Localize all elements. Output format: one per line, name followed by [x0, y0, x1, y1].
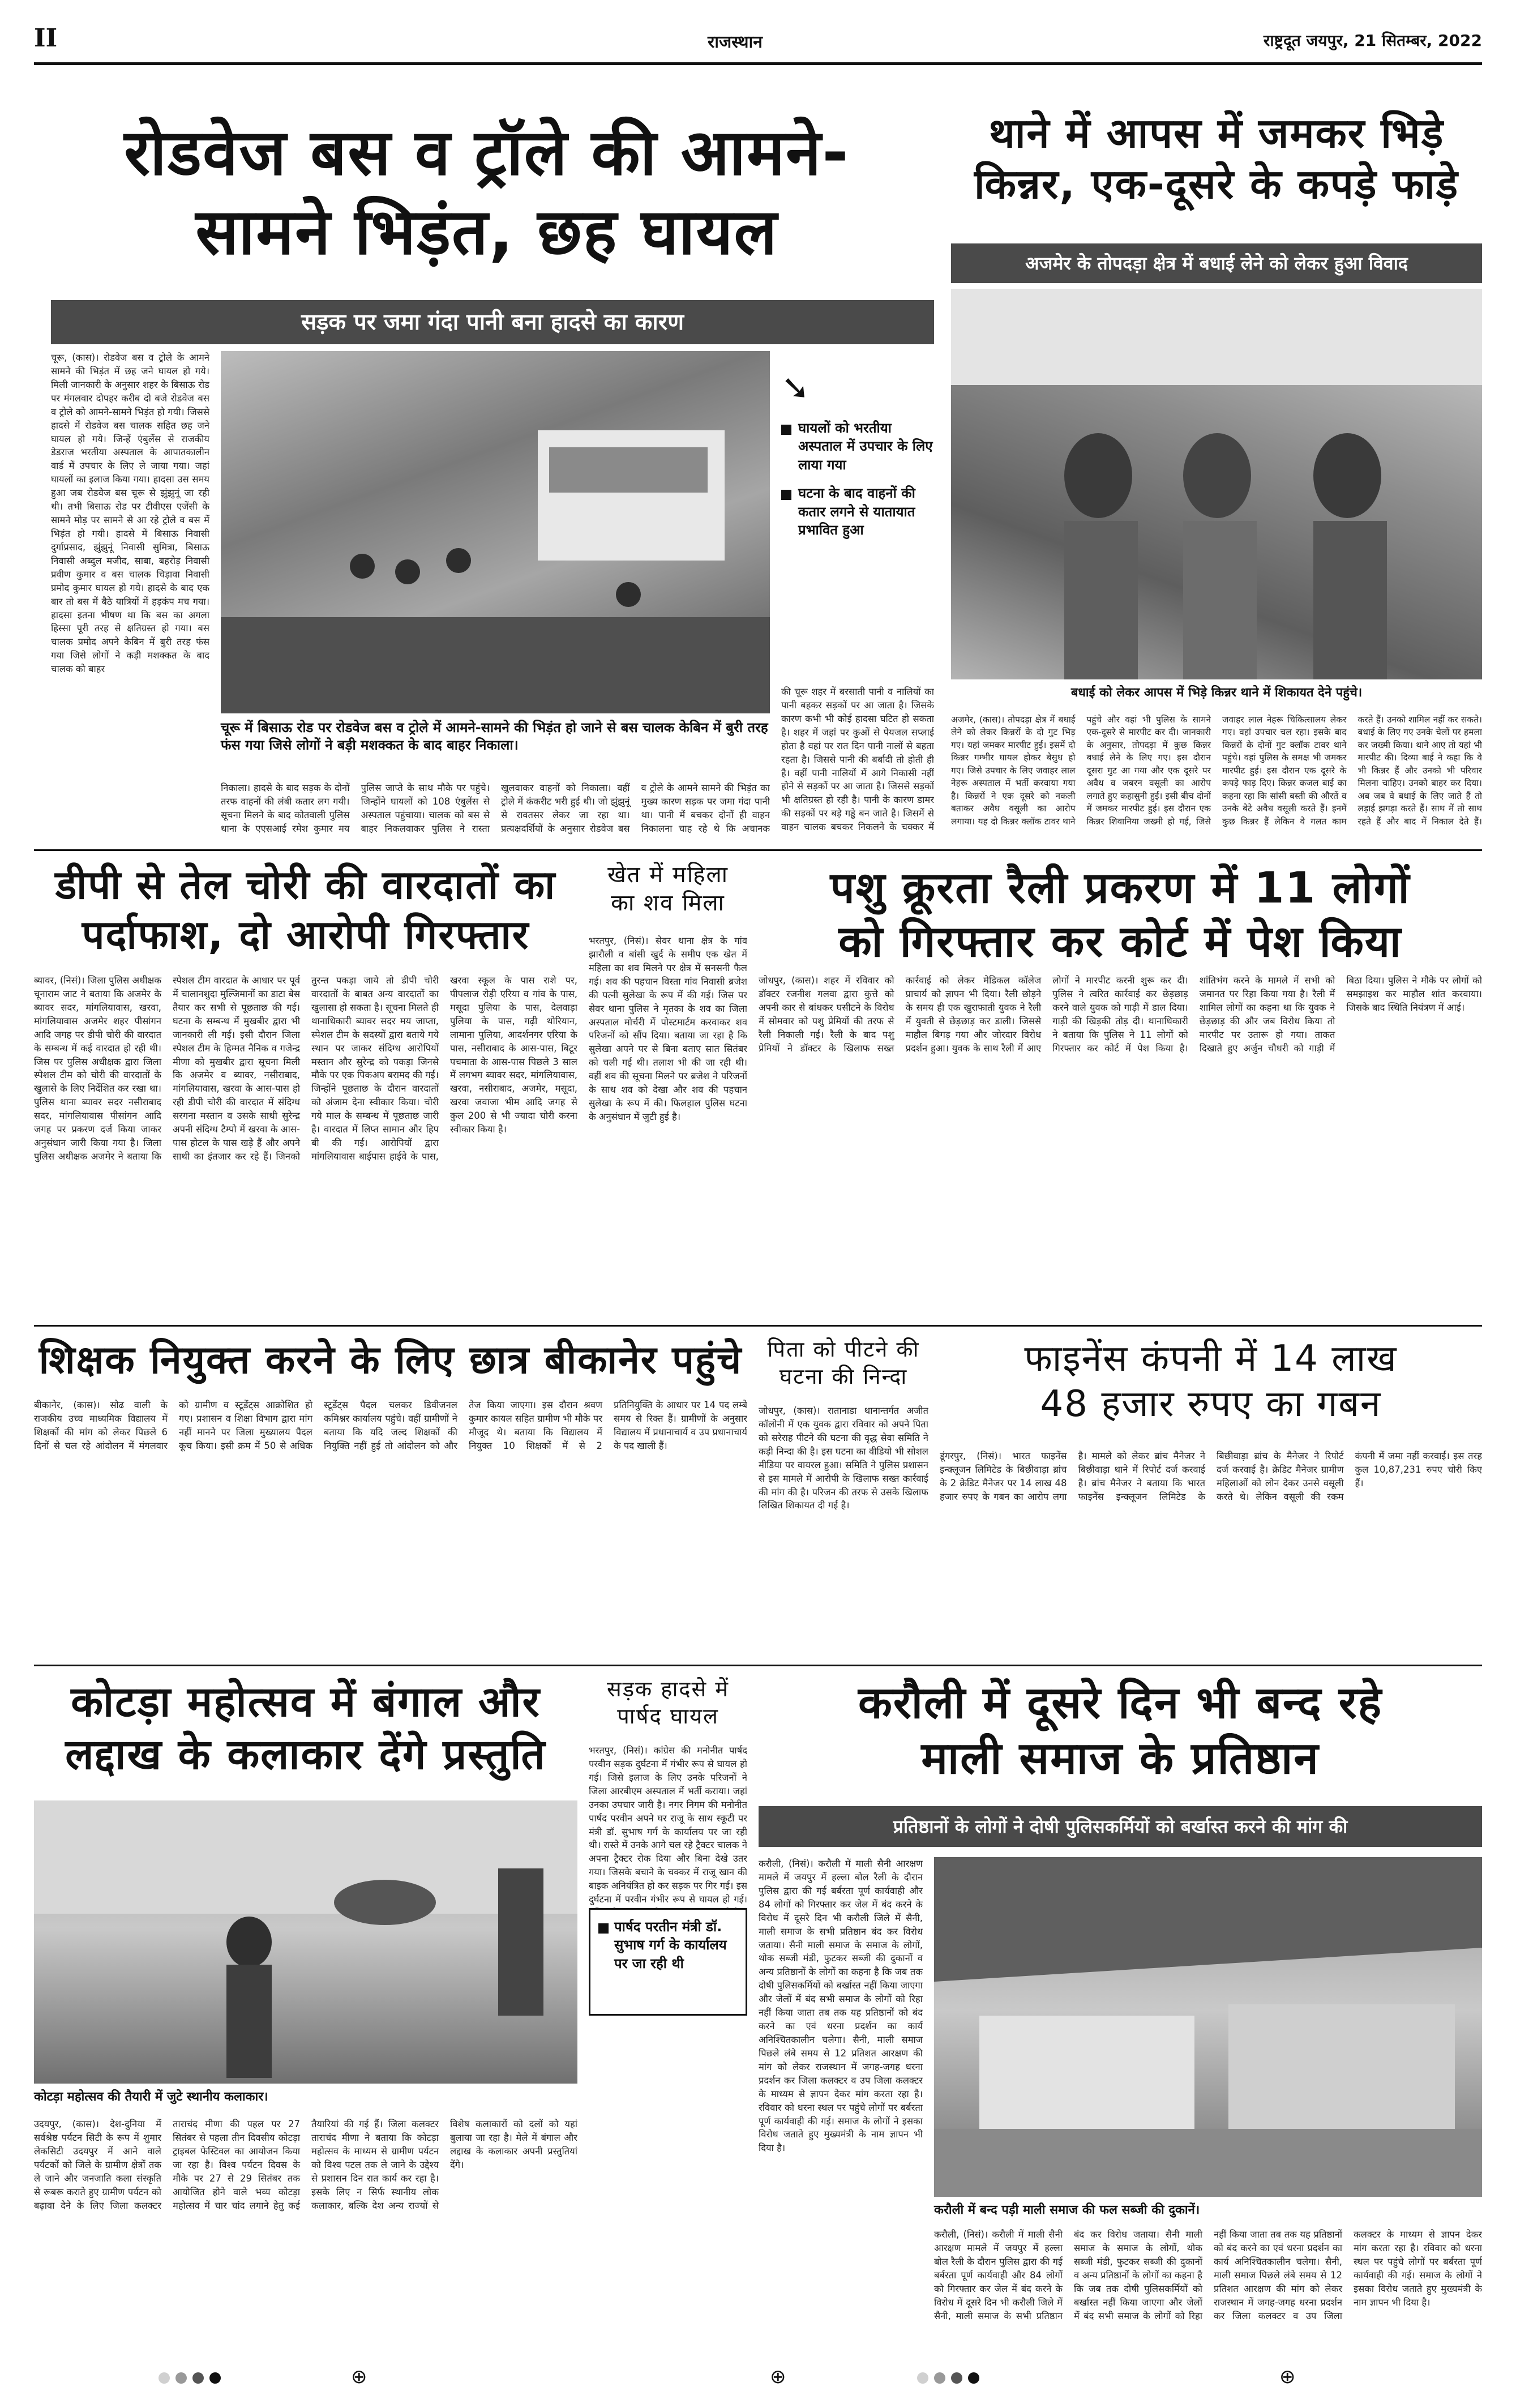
color-dot [192, 2372, 204, 2384]
article-kinnar-fight [951, 102, 1482, 838]
article-text: करौली, (निसं)। करौली में माली सैनी आरक्षण मामले में जयपुर में हल्ला बोल रैली के दौरान पुलिस द्वारा की गई बर्बरता पूर्ण कार्यवाही और 84 लोगों को गिरफ्तार कर जेल में बंद करने के विरोध में दूसरे दिन भी करौली जिले में सैनी, माली समाज के सभी प्रतिष्ठान बंद कर विरोध जताया। सैनी माली समाज के समाज के लोगों, थोक सब्जी मंडी, फुटकर सब्जी की दुकानों व अन्य प्रतिष्ठानों के लोगों का कहना है कि जब तक दोषी पुलिसकर्मियों को बर्खास्त नहीं किया जाएगा और जेलों में बंद सभी समाज के लोगों को रिहा नहीं किया जाता तब तक यह प्रतिष्ठानों को बंद करने का एवं धरना प्रदर्शन का कार्य अनिश्चितकालीन चलेगा। सैनी, माली समाज पिछले लंबे समय से 12 प्रतिशत आरक्षण की मांग को लेकर राजस्थान में जगह-जगह धरना प्रदर्शन कर जिला कलक्टर व उप जिला कलक्टर के माध्यम से ज्ञापन देकर मांग करता रहा है। रविवार को धरना स्थल पर पहुंचे लोगों पर बर्बरता पूर्ण कार्यवाही की गई। समाज के लोगों ने इसका विरोध जताते हुए मुख्यमंत्री के नाम ज्ञापन भी दिया है। [934, 2229, 1482, 2321]
article-finance-fraud [940, 1336, 1482, 1653]
page-footer [34, 2361, 1482, 2395]
page-header [34, 11, 1482, 74]
bullet-square-icon [598, 1923, 609, 1934]
section-divider [34, 849, 1482, 851]
article-text: बीकानेर, (कास)। सोढ वाली के राजकीय उच्च माध्यमिक विद्यालय में शिक्षकों की मांग को लेकर पिछले 6 दिनों से चल रहे आंदोलन में मंगलवार को ग्रामीण व स्टूडेंट्स आक्रोशित हो गए। प्रशासन व शिक्षा विभाग द्वारा मांग नहीं मानने पर जिला मुख्यालय पैदल कूच किया। इसी क्रम में 50 से अधिक स्टूडेंट्स पैदल चलकर डिवीजनल कमिश्नर कार्यालय पहुंचे। वहीं ग्रामीणों ने बताया कि यदि जल्द शिक्षकों की नियुक्ति नहीं हुई तो आंदोलन को और तेज किया जाएगा। इस दौरान श्रवण कुमार कायल सहित ग्रामीण भी मौके पर मौजूद थे। बताया कि विद्यालय में नियुक्त 10 शिक्षकों में से 2 प्रतिनियुक्ति के आधार पर 14 पद लम्बे समय से रिक्त हैं। ग्रामीणों के अनुसार विद्यालय में प्रधानाचार्य व उप प्रधानाचार्य के पद खाली हैं। [34, 1400, 747, 1451]
article-text: करौली, (निसं)। करौली में माली सैनी आरक्षण मामले में जयपुर में हल्ला बोल रैली के दौरान पुलिस द्वारा की गई बर्बरता पूर्ण कार्यवाही और 84 लोगों को गिरफ्तार कर जेल में बंद करने के विरोध में दूसरे दिन भी करौली जिले में सैनी, माली समाज के सभी प्रतिष्ठान बंद कर विरोध जताया। सैनी माली समाज के समाज के लोगों, थोक सब्जी मंडी, फुटकर सब्जी की दुकानों व अन्य प्रतिष्ठानों के लोगों का कहना है कि जब तक दोषी पुलिसकर्मियों को बर्खास्त नहीं किया जाएगा और जेलों में बंद सभी समाज के लोगों को रिहा नहीं किया जाता तब तक यह प्रतिष्ठानों को बंद करने का एवं धरना प्रदर्शन का कार्य अनिश्चितकालीन चलेगा। सैनी, माली समाज पिछले लंबे समय से 12 प्रतिशत आरक्षण की मांग को लेकर राजस्थान में जगह-जगह धरना प्रदर्शन कर जिला कलक्टर व उप जिला कलक्टर के माध्यम से ज्ञापन देकर मांग करता रहा है। रविवार को धरना स्थल पर पहुंचे लोगों पर बर्बरता पूर्ण कार्यवाही की गई। समाज के लोगों ने इसका विरोध जताते हुए मुख्यमंत्री के नाम ज्ञापन भी दिया है। [759, 1858, 923, 2154]
photo-caption: बधाई को लेकर आपस में भिड़े किन्नर थाने में शिकायत देने पहुंचे। [1070, 686, 1363, 700]
pull-quote: पार्षद परतीन मंत्री डॉ. सुभाष गर्ग के कार्यालय पर जा रही थी [614, 1919, 727, 1971]
crowd-illustration [951, 289, 1482, 679]
photo-caption: करौली में बन्द पड़ी माली समाज की फल सब्जी की दुकानें। [934, 2203, 1200, 2217]
headline: शिक्षक नियुक्त करने के लिए छात्र बीकानेर पहुंचे [38, 1338, 743, 1383]
crop-mark-icon: ⊕ [351, 2366, 367, 2388]
header-rule [34, 62, 1482, 65]
section-name: राजस्थान [708, 32, 763, 52]
article-councillor-injured [589, 1676, 747, 2344]
color-dot [934, 2372, 945, 2384]
color-dot [968, 2372, 979, 2384]
section-divider [34, 1325, 1482, 1327]
color-dot [917, 2372, 928, 2384]
closed-shops-photo [934, 1857, 1482, 2197]
article-karauli-shops [759, 1676, 1482, 2344]
photo-caption: कोटड़ा महोत्सव की तैयारी में जुटे स्थानीय कलाकार। [34, 2090, 268, 2104]
article-bus-accident [34, 102, 940, 838]
headline: थाने में आपस में जमकर भिड़े किन्नर, एक-दूसरे के कपड़े फाड़े [974, 109, 1459, 208]
color-dot [159, 2372, 170, 2384]
photo-caption: चूरू में बिसाऊ रोड पर रोडवेज बस व ट्रोले में आमने-सामने की भिड़ंत हो जाने से बस चालक केबिन में बुरी तरह फंस गया जिसे लोगों ने बड़ी मशक्कत के बाद बाहर निकाला। [221, 720, 768, 754]
article-text: डूंगरपुर, (निसं)। भारत फाइनेंस इन्क्लूजन लिमिटेड के बिछीवाड़ा ब्रांच के 2 क्रेडिट मैनेजर पर 14 लाख 48 हजार रुपए के गबन का आरोप लगा है। मामले को लेकर ब्रांच मैनेजर ने बिछीवाड़ा थाने में रिपोर्ट दर्ज करवाई है। ब्रांच मैनेजर ने बताया कि भारत फाइनेंस इन्क्लूजन लिमिटेड के बिछीवाड़ा ब्रांच के मैनेजर ने रिपोर्ट दर्ज करवाई है। क्रेडिट मैनेजर ग्रामीण महिलाओं को लोन देकर उनसे वसूली करते थे। लेकिन वसूली की रकम कंपनी में जमा नहीं करवाई। इस तरह कुल 10,87,231 रुपए चोरी किए हैं। [940, 1451, 1482, 1502]
crop-mark-icon: ⊕ [1279, 2366, 1296, 2388]
section-divider [34, 1665, 1482, 1666]
pull-quote-box [589, 1908, 747, 2016]
subheadline-band: सड़क पर जमा गंदा पानी बना हादसे का कारण [51, 300, 934, 344]
festival-photo [34, 1800, 577, 2084]
headline: करौली में दूसरे दिन भी बन्द रहे माली समाज के प्रतिष्ठान [858, 1678, 1383, 1784]
color-dot [209, 2372, 221, 2384]
arrow-icon: ➘ [781, 368, 810, 408]
article-text: की चूरू शहर में बरसाती पानी व नालियों का पानी बहकर सड़कों पर आ जाता है। जिसके कारण कभी भी कोई हादसा घटित हो सकता है। शहर में जहां पर कुओं से पेयजल सप्लाई होता है वहां पर रात दिन पानी नालों से बहता रहता है। जिससे पानी की बर्बादी तो होती ही है। वहीं पानी नालियों में आगे निकासी नहीं होने से सड़कों पर आ जाता है। जिससे सड़कों भी क्षतिग्रस्त हो रही है। पानी के कारण डामर की सड़कों पर बड़े गड्ढे बन जाते है। जिसमें से वाहन चालक बचकर निकलने के चक्कर में [781, 686, 934, 832]
headline: खेत में महिला का शव मिला [607, 862, 729, 916]
article-father-beating [759, 1336, 928, 1653]
bullet-item: घायलों को भरतीया अस्पताल में उपचार के लिए लाया गया [781, 419, 934, 474]
bullet-square-icon [781, 425, 791, 435]
crop-mark-icon: ⊕ [770, 2366, 786, 2388]
registration-dots [917, 2372, 985, 2386]
accident-photo [221, 351, 770, 713]
article-text: निकाला। हादसे के बाद सड़क के दोनों तरफ वाहनों की लंबी कतार लग गयी। सूचना मिलने के बाद कोतवाली पुलिस थाना के एएसआई रमेश कुमार मय पुलिस जाप्ते के साथ मौके पर पहुंचे। जिन्होंने घायलों को 108 एंबुलेंस से अस्पताल पहुंचाया। चालक को बस से बाहर निकलवाकर पुलिस ने रास्ता खुलवाकर वाहनों को निकाला। वहीं ट्रोले में कंकरीट भरी हुई थी। जो झुंझुनूं से रावतसर लेकर जा रहा था। प्रत्यक्षदर्शियों के अनुसार रोडवेज बस व ट्रोले के आमने सामने की भिड़ंत का मुख्य कारण सड़क पर जमा गंदा पानी था। पानी में बचकर दोनों ही वाहन निकालना चाह रहे थे कि अचानक [221, 782, 770, 834]
article-text: चूरू, (कास)। रोडवेज बस व ट्रोले के आमने सामने की भिड़ंत में छह जने घायल हो गये। मिली जानकारी के अनुसार शहर के बिसाऊ रोड पर मंगलवार दोपहर करीब दो बजे रोडवेज बस व ट्रोले को आमने-सामने भिड़ंत हो गयी। जिससे हादसे में रोडवेज बस चालक सहित छह जने घायल हो गये। जिन्हें एंबुलेंस से राजकीय डेडराज भरतीया अस्पताल के आपातकालीन वार्ड में उपचार के लिए ले जाया गया। जहां घायलों का इलाज किया गया। हादसा उस समय हुआ जब रोडवेज बस चूरू से झुंझुनूं जा रही थी। तभी बिसाऊ रोड पर टीवीएस एजेंसी के सामने मोड़ पर सामने से आ रहे ट्रोले व बस में भिड़ंत हो गयी। हादसे में बिसाऊ निवासी दुर्गाप्रसाद, झुंझुनूं निवासी सुमित्रा, बिसाऊ निवासी अब्दुल मजीद, साबा, बहरोड़ निवासी प्रवीण कुमार व बस चालक चिड़ावा निवासी प्रमोद कुमार घायल हो गये। हादसे के बाद एक बार तो बस में बैठे यात्रियों में हड़कंप मच गया। हादसा इतना भीषण था कि बस का अगला हिस्सा पूरी तरह से क्षतिग्रस्त हो गया। बस चालक प्रमोद अपने केबिन में बुरी तरह फंस गया जिसे लोगों ने कड़ी मशक्कत के बाद चालक को बाहर [51, 352, 209, 675]
article-woman-body [589, 861, 747, 1314]
headline: डीपी से तेल चोरी की वारदातों का पर्दाफाश, दो आरोपी गिरफ्तार [55, 862, 556, 958]
article-dp-oil-theft [34, 861, 577, 1314]
kinnar-photo [951, 289, 1482, 679]
bus-scene-illustration [221, 351, 770, 713]
headline: पिता को पीटने की घटना की निन्दा [767, 1337, 920, 1389]
market-illustration [934, 1857, 1482, 2197]
article-animal-cruelty [759, 861, 1482, 1314]
article-kotda-festival [34, 1676, 577, 2344]
dancers-illustration [34, 1800, 577, 2084]
article-text: उदयपुर, (कास)। देश-दुनिया में सर्वश्रेष्ठ पर्यटन सिटी के रूप में शुमार लेकसिटी उदयपुर में आने वाले पर्यटकों को जिले के ग्रामीण क्षेत्रों तक ले जाने और जनजाति कला संस्कृति से रूबरू कराते हुए ग्रामीण पर्यटन को बढ़ावा देने के लिए जिला कलक्टर ताराचंद मीणा की पहल पर 27 सितंबर से पहला तीन दिवसीय कोटड़ा ट्राइबल फेस्टिवल का आयोजन किया जा रहा है। विश्व पर्यटन दिवस के मौके पर 27 से 29 सितंबर तक आयोजित होने वाले भव्य कोटड़ा महोत्सव में चार चांद लगाने हेतु कई तैयारियां की गई हैं। जिला कलक्टर ताराचंद मीणा ने बताया कि कोटड़ा महोत्सव के माध्यम से ग्रामीण पर्यटन को विश्व पटल तक ले जाने के उद्देश्य से प्रशासन दिन रात कार्य कर रहा है। इसके लिए न सिर्फ स्थानीय लोक कलाकार, बल्कि देश अन्य राज्यों से विशेष कलाकारों को दलों को यहां बुलाया जा रहा है। मेले में बंगाल और लद्दाख के कलाकार अपनी प्रस्तुतियां देंगे। [34, 2119, 577, 2211]
headline: सड़क हादसे में पार्षद घायल [607, 1676, 729, 1729]
headline: कोटड़ा महोत्सव में बंगाल और लद्दाख के कलाकार देंगे प्रस्तुति [65, 1678, 546, 1779]
article-text: जोधपुर, (कास)। शहर में रविवार को डॉक्टर रजनीश गलवा द्वारा कुत्ते को अपनी कार से बांधकर घसीटने के विरोध में सोमवार को पशु प्रेमियों की तरफ से रैली निकाली गई। रैली के बाद पशु प्रेमियों ने डॉक्टर के खिलाफ सख्त कार्रवाई को लेकर मेडिकल कॉलेज प्राचार्य को ज्ञापन भी दिया। रैली छोड़ने के समय ही एक खुराफाती युवक ने रैली में युवती से छेड़छाड़ कर डाली। जिससे माहौल बिगड़ गया और जोरदार विरोध प्रदर्शन हुआ। युवक के साथ रैली में आए लोगों ने मारपीट करनी शुरू कर दी। पुलिस ने त्वरित कार्रवाई कर छेड़छाड़ करने वाले युवक को गाड़ी में डाल दिया। गाड़ी की खिड़की तोड़ दी। थानाधिकारी ने बताया कि पुलिस ने 11 लोगों को गिरफ्तार कर कोर्ट में पेश किया है। शांतिभंग करने के मामले में सभी को जमानत पर रिहा किया गया है। रैली में शामिल लोगों का कहना था कि युवक ने छेड़छाड़ की और जब विरोध किया तो मारपीट पर उतारू हो गया। ताकत दिखाते हुए अर्जुन चौधरी को गाड़ी में बिठा दिया। पुलिस ने मौके पर लोगों को समझाइश कर माहौल शांत करवाया। जिसके बाद स्थिति नियंत्रण में आई। [759, 975, 1482, 1054]
article-text: जोधपुर, (कास)। रातानाडा थानान्तर्गत अजीत कॉलोनी में एक युवक द्वारा रविवार को अपने पिता को सरेराह पीटने की घटना की वृद्ध सेवा समिति ने कड़ी निन्दा की है। इस घटना का वीडियो भी सोशल मीडिया पर वायरल हुआ। समिति ने पुलिस प्रशासन से इस मामले में आरोपी के खिलाफ सख्त कार्रवाई की मांग की है। परिजन की तरफ से उसके खिलाफ लिखित शिकायत दी गई है। [759, 1405, 928, 1511]
color-dot [951, 2372, 962, 2384]
registration-dots [159, 2372, 226, 2386]
paper-dateline: राष्ट्रदूत जयपुर, 21 सितम्बर, 2022 [1263, 31, 1482, 50]
article-text: भरतपुर, (निसं)। कांग्रेस की मनोनीत पार्षद परवीन सड़क दुर्घटना में गंभीर रूप से घायल हो गई। जिसे इलाज के लिए उनके परिजनों ने जिला आरबीएम अस्पताल में भर्ती कराया। जहां उनका उपचार जारी है। नगर निगम की मनोनीत पार्षद परवीन अपने घर राजू के साथ स्कूटी पर मंत्री डॉ. सुभाष गर्ग के कार्यालय पर जा रही थी। रास्ते में उनके आगे चल रहे ट्रैक्टर चालक ने अपना ट्रैक्टर रोक दिया और बिना देखे उतर गया। जिसके बचाने के चक्कर में राजू खान की बाइक अनियंत्रित हो कर सड़क पर गिर गई। इस दुर्घटना में परवीन गंभीर रूप से घायल हो गई। [589, 1745, 747, 1905]
article-text: अजमेर, (कास)। तोपदड़ा क्षेत्र में बधाई लेने को लेकर किन्नरों के दो गुट भिड़ गए। यहां जमकर मारपीट हुई। इसमें दो किन्नर गम्भीर घायल होकर बेसुध हो गए। जिसे उपचार के लिए जवाहर लाल नेहरू अस्पताल में भर्ती करवाया गया है। किन्नरों ने एक दूसरे को नकली बताकर अवैध वसूली का आरोप लगाया। यह दो किन्नर क्लॉक टावर थाने पहुंचे और वहां भी पुलिस के सामने एक-दूसरे से मारपीट कर दी। जानकारी के अनुसार, तोपदड़ा में कुछ किन्नर बधाई लेने के लिए गए। इस दौरान दूसरा गुट आ गया और एक दूसरे पर अवैध व जबरन वसूली का आरोप लगाते हुए कहासुनी हुई। इसी बीच दोनों में जमकर मारपीट हुई। इस दौरान एक किन्नर शिवानिया जख्मी हो गई, जिसे जवाहर लाल नेहरू चिकित्सालय लेकर गए। वहां उपचार चल रहा। इसके बाद किन्नरों के दोनों गुट क्लॉक टावर थाने पहुंचे। वहां पुलिस के समक्ष भी जमकर मारपीट हुई। इस दौरान एक दूसरे के कपड़े फाड़ दिए। किन्नर कजल बाई का कहना रहा कि सांसी बस्ती की औरतें व उनके बेटे अवैध वसूली करते हैं। इनमें कुछ किन्नर हैं लेकिन वे गलत काम करते हैं। उनको शामिल नहीं कर सकते। बधाई के लिए गए उनके चेलों पर हमला कर जख्मी किया। थाने आए तो यहां भी मारपीट की। दिव्या बाई ने कहा कि वे भी किन्नर हैं और उनको भी परिवार मिलना चाहिए। उनको बाहर कर दिया। अब जब वे बधाई के लिए जाते हैं तो लड़ाई झगड़ा करते हैं। साथ में तो साथ रहते हैं और बाद में निकाल देते हैं। [951, 715, 1482, 827]
headline: फाइनेंस कंपनी में 14 लाख 48 हजार रुपए का गबन [1024, 1338, 1398, 1425]
color-dot [175, 2372, 187, 2384]
page-number: II [34, 24, 58, 53]
headline: रोडवेज बस व ट्रॉले की आमने- सामने भिड़ंत, छह घायल [124, 116, 850, 269]
bullet-item: घटना के बाद वाहनों की कतार लगने से यातायात प्रभावित हुआ [781, 484, 934, 539]
bullet-list [781, 419, 934, 549]
article-text: भरतपुर, (निसं)। सेवर थाना क्षेत्र के गांव झारौली व बांसी खुर्द के समीप एक खेत में महिला का शव मिलने पर क्षेत्र में सनसनी फैल गई। शव की पहचान विस्ता गांव निवासी ब्रजेश की पत्नी सुलेखा के रूप में की गई। जिस पर सेवर थाना पुलिस ने मृतका के शव का जिला अस्पताल मोर्चरी में पोस्टमार्टम करवाकर शव परिजनों को सौंप दिया। बताया जा रहा है कि सुलेखा अपने पर से बिना बताए सात सितंबर को चली गई थी। तलाश भी की जा रही थी। वहीं शव की सूचना मिलने पर ब्रजेश ने परिजनों के साथ शव को देखा और शव की पहचान सुलेखा के रूप में की। फिलहाल पुलिस घटना के अनुसंधान में जुटी हुई है। [589, 935, 747, 1122]
subheadline-band: अजमेर के तोपदड़ा क्षेत्र में बधाई लेने को लेकर हुआ विवाद [951, 243, 1482, 283]
article-text: ब्यावर, (निसं)। जिला पुलिस अधीक्षक चूनाराम जाट ने बताया कि अजमेर के ब्यावर सदर, मांगलियावास, खरवा, मांगलियावास अजमेर शहर पीसांगन आदि जगह पर डीपी चोरी की वारदात के सम्बन्ध में कई वारदात हो रही थी। जिस पर पुलिस अधीक्षक द्वारा जिला स्पेशल टीम को चोरी की वारदातों के खुलासे के लिए निर्देशित कर रखा था। पुलिस थाना ब्यावर सदर नसीराबाद सदर, मांगलियावास पीसांगन आदि जगह पर प्रकरण दर्ज किया जाकर अनुसंधान जारी किया गया है। जिला पुलिस अधीक्षक अजमेर ने बताया कि स्पेशल टीम वारदात के आधार पर पूर्व में चालानशुदा मुल्जिमानों का डाटा बेस तैयार कर सभी से पूछताछ की गई। घटना के सम्बन्ध में मुखबीर द्वारा भी जानकारी ली गई। इसी दौरान जिला स्पेशल टीम के हिम्मत नैनिक व गजेन्द्र मीणा को मुखबीर द्वारा सूचना मिली कि अजमेर व ब्यावर, नसीराबाद, मांगलियावास, खरवा के आस-पास हो रही डीपी चोरी की वारदात में संदिग्ध सरगना मस्तान व उसके साथी सुरेन्द्र अपनी संदिग्ध टैम्पो में खरवा के आस-पास होटल के पास खड़े हैं और अपने साथी का इंतजार कर रहे हैं। जिनको तुरन्त पकड़ा जाये तो डीपी चोरी वारदातों के बाबत अन्य वारदातों का खुलासा हो सकता है। सूचना मिलते ही थानाधिकारी ब्यावर सदर मय जाप्ता, स्पेशल टीम के सदस्यों द्वारा बताये गये स्थान पर जाकर संदिग्ध आरोपियों मस्तान और सुरेन्द्र को पकड़ा जिनसे मौके पर एक पिकअप बरामद की गई। जिन्होंने पूछताछ के दौरान वारदातों को अंजाम देना स्वीकार किया। चोरी गये माल के सम्बन्ध में पूछताछ जारी है। वारदात में लिप्त सामान और हिप बी की गई। आरोपियों द्वारा मांगलियावास बाईपास हाईवे के पास, खरवा स्कूल के पास राशे पर, पीपलाज रोड़ी एरिया व गांव के पास, मसूदा पुलिया के पास, देलवाड़ा पुलिया के पास, गढ़ी थोरियान, लामाना पुलिया, आदर्शनगर एरिया के पास, नसीराबाद के आस-पास, बिटूर पचमाता के आस-पास पिछले 3 साल में लगभग ब्यावर सदर, मांगलियावास, खरवा, नसीराबाद, अजमेर, मसूदा, खरवा जवाजा भीम आदि जगह से कुल 200 से भी ज्यादा चोरी करना स्वीकार किया है। [34, 975, 577, 1162]
headline: पशु क्रूरता रैली प्रकरण में 11 लोगों को गिरफ्तार कर कोर्ट में पेश किया [830, 862, 1411, 966]
subheadline-band: प्रतिष्ठानों के लोगों ने दोषी पुलिसकर्मियों को बर्खास्त करने की मांग की [759, 1806, 1482, 1847]
bullet-square-icon [781, 490, 791, 500]
article-students-bikaner [34, 1336, 747, 1653]
